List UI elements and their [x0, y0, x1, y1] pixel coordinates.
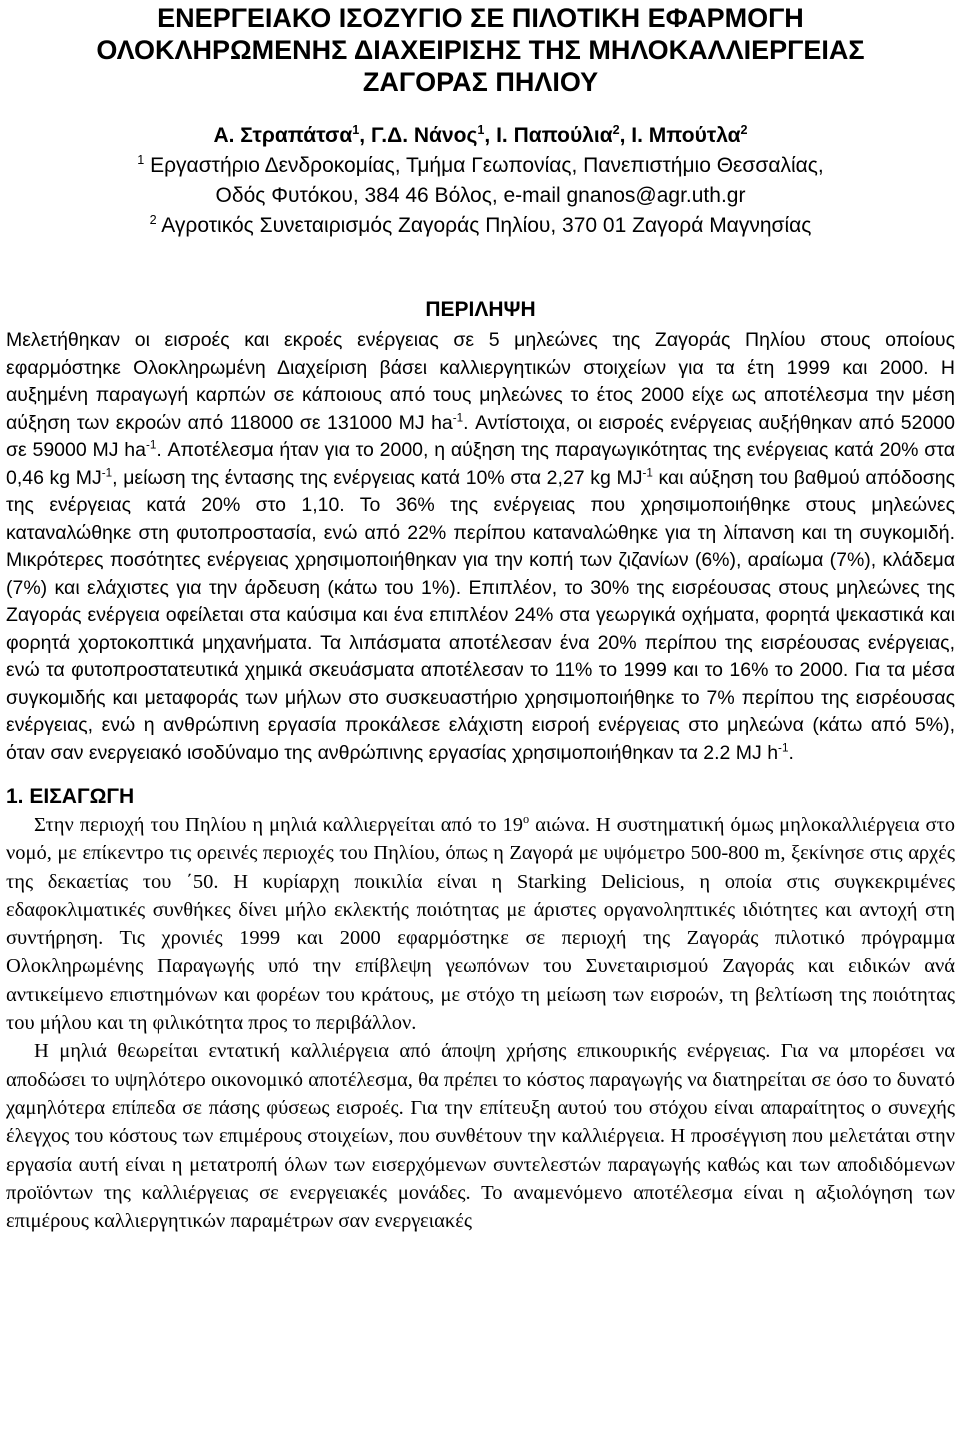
author-separator: ,: [359, 124, 371, 147]
author-separator: ,: [484, 124, 497, 147]
title-line-2: ΟΛΟΚΛΗΡΩΜΕΝΗΣ ΔΙΑΧΕΙΡΙΣΗΣ ΤΗΣ ΜΗΛΟΚΑΛΛΙΕΡΓΕΙΑΣ: [96, 35, 865, 65]
author-affiliation-mark: 1: [477, 123, 485, 137]
author-affiliation-mark: 1: [352, 123, 360, 137]
author-name: Ι. Παπούλια: [496, 124, 613, 147]
affiliation-mark: 1: [137, 153, 145, 167]
author-separator: ,: [619, 124, 632, 147]
section-heading-introduction: 1. ΕΙΣΑΓΩΓΗ: [6, 785, 135, 808]
intro-paragraph-2: Η μηλιά θεωρείται εντατική καλλιέργεια από άποψη χρήσης επικουρικής ενέργειας. Για να μπορέσει να αποδώσει το υψηλότερο οικονομικό αποτέλεσμα, θα πρέπει το κόστος παραγωγής να διατηρείται σε όσο το δυνατό χαμηλότερα επίπεδα σε πάσης φύσεως εισροές. Για την επίτευξη αυτού του στόχου είναι απαραίτητος ο συνεχής έλεγχος του κόστους των επιμέρους στοιχείων, που συνθέτουν την καλλιέργεια. Η προσέγγιση που μελετάται στην εργασία αυτή είναι η μετατροπή όλων των εισερχόμενων συντελεστών παραγωγής καθώς και των αποδιδόμενων προϊόντων της καλλιέργειας σε ενεργειακές μονάδες. Το αναμενόμενο αποτέλεσμα είναι η αξιολόγηση των επιμέρους καλλιεργητικών παραμέτρων σαν ενεργειακές: [6, 1040, 955, 1233]
author-list: [6, 121, 955, 151]
author-affiliation-mark: 2: [612, 123, 620, 137]
author-name: Γ.Δ. Νάνος: [370, 124, 478, 147]
author-affiliation-mark: 2: [740, 123, 748, 137]
title-line-1: ΕΝΕΡΓΕΙΑΚΟ ΙΣΟΖΥΓΙΟ ΣΕ ΠΙΛΟΤΙΚΗ ΕΦΑΡΜΟΓΗ: [157, 3, 804, 33]
affiliation-1-line-1: $^1$ Εργαστήριο Δενδροκομίας, Τμήμα Γεωπονίας, Πανεπιστήμιο Θεσσαλίας,: [137, 153, 824, 177]
author-name: Ι. Μπούτλα: [631, 124, 741, 147]
affiliation-1-line-2: Οδός Φυτόκου, 384 46 Βόλος, e-mail gnanos@agr.uth.gr: [215, 184, 746, 207]
affiliation-1: [6, 151, 955, 211]
abstract-heading: ΠΕΡΙΛΗΨΗ: [425, 298, 536, 321]
abstract-text: Μελετήθηκαν οι εισροές και εκροές ενέργειας σε 5 μηλεώνες της Ζαγοράς Πηλίου στους οποίους εφαρμόστηκε Ολοκληρωμένη Διαχείριση βάσει καλλιεργητικών στοιχείων για τα έτη 1999 και 2000. Η αυξημένη παραγωγή καρπών σε κάποιους από τους μηλεώνες το έτος 2000 είχε ως αποτέλεσμα την μέση αύξηση των εκροών από 118000 σε 131000 MJ $ha^{-1}$. Αντίστοιχα, οι εισροές ενέργειας αυξήθηκαν από 52000 σε 59000 MJ $ha^{-1}$. Αποτέλεσμα ήταν για το 2000, η αύξηση της παραγωγικότητας της ενέργειας κατά 20% στα 0,46 kg $MJ^{-1}$, μείωση της έντασης της ενέργειας κατά 10% στα 2,27 kg $MJ^{-1}$ και αύξηση του βαθμού απόδοσης της ενέργειας κατά 20% στο 1,10. Το 36% της ενέργειας που χρησιμοποιήθηκε στους μηλεώνες καταναλώθηκε στη φυτοπροστασία, ενώ από 22% περίπου καταναλώθηκε για τη λίπανση και τη συγκομιδή. Μικρότερες ποσότητες ενέργειας χρησιμοποιήθηκαν για την κοπή των ζιζανίων (6%), αραίωμα (7%), κλάδεμα (7%) και ελάχιστες για την άρδευση (κάτω του 1%). Επιπλέον, το 30% της εισρέουσας στους μηλεώνες της Ζαγοράς ενέργεια οφείλεται στα καύσιμα και ένα επιπλέον 24% στα γεωργικά οχήματα, φορητά ψεκαστικά και φορητά χορτοκοπτικά μηχανήματα. Τα λιπάσματα αποτέλεσαν ένα 20% περίπου της εισρέουσας ενέργειας, ενώ τα φυτοπροστατευτικά χημικά σκευάσματα αποτέλεσαν το 11% το 1999 και το 16% το 2000. Για τα μέσα συγκομιδής και μεταφοράς των μήλων στο συσκευαστήριο χρησιμοποιήθηκε το 7% περίπου της εισρέουσας ενέργειας, ενώ η ανθρώπινη εργασία προκάλεσε ελάχιστη εισροή ενέργειας στο μηλεώνα (κάτω από 5%), όταν σαν ενεργειακό ισοδύναμο της ανθρώπινης εργασίας χρησιμοποιήθηκαν τα 2.2 MJ $h^{-1}$.: [6, 329, 955, 764]
paper-title: [6, 0, 955, 98]
title-line-3: ΖΑΓΟΡΑΣ ΠΗΛΙΟΥ: [362, 67, 599, 97]
author-name: Α. Στραπάτσα: [213, 124, 353, 147]
intro-paragraph-1: Στην περιοχή του Πηλίου η μηλιά καλλιεργείται από το $19^o$ αιώνα. Η συστηματική όμως μηλοκαλλιέργεια στο νομό, με επίκεντρο τις ορεινές περιοχές του Πηλίου, όπως η Ζαγορά με υψόμετρο 500-800 m, ξεκίνησε στις αρχές της δεκαετίας του ΄50. Η κυρίαρχη ποικιλία είναι η Starking Delicious, η οποία στις συγκεκριμένες εδαφοκλιματικές συνθήκες δίνει μήλο εκλεκτής ποιότητας με άριστες οργανοληπτικές ιδιότητες και αντοχή στη συντήρηση. Τις χρονιές 1999 και 2000 εφαρμόστηκε σε περιοχή της Ζαγοράς πιλοτικό πρόγραμμα Ολοκληρωμένης Παραγωγής υπό την επίβλεψη γεωπόνων του Συνεταιρισμού Ζαγοράς και ειδικών ανά αντικείμενο επιστημόνων και φορέων του κράτους, με στόχο τη μείωση των εισροών, τη βελτίωση της ποιότητας του μήλου και τη φιλικότητα προς το περιβάλλον.: [6, 812, 955, 1035]
affiliation-mark: 2: [149, 213, 157, 227]
affiliation-2: $^2$ Αγροτικός Συνεταιρισμός Ζαγοράς Πηλίου, 370 01 Ζαγορά Μαγνησίας: [149, 213, 812, 237]
